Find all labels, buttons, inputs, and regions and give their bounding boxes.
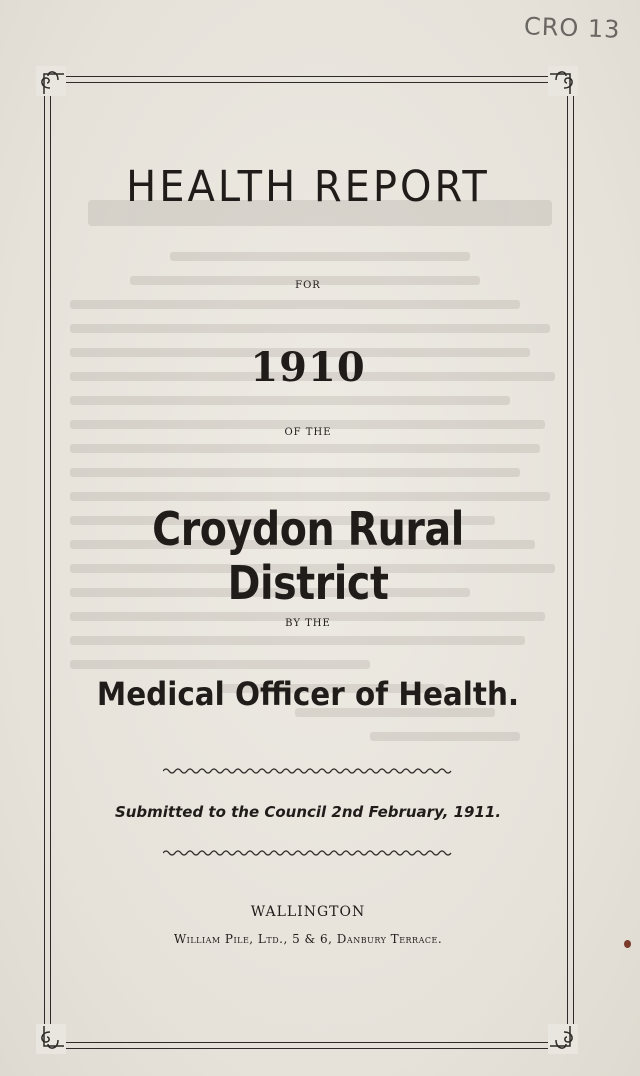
by-the-label: BY THE <box>285 618 331 629</box>
district-name: Croydon Rural District <box>152 502 464 610</box>
printer-imprint: William Pile, Ltd., 5 & 6, Danbury Terrace. <box>173 932 443 946</box>
corner-ornament-icon <box>36 66 66 96</box>
paper-mark <box>624 940 631 948</box>
publication-place: WALLINGTON <box>250 904 366 920</box>
wavy-rule-divider <box>50 766 566 776</box>
corner-ornament-icon <box>36 1024 66 1054</box>
submission-note: Submitted to the Council 2nd February, 1911. <box>114 803 502 821</box>
author-title: Medical Officer of Health. <box>96 675 520 713</box>
wavy-rule-divider <box>50 848 566 858</box>
of-the-label: OF THE <box>284 427 332 438</box>
report-title: HEALTH REPORT <box>126 162 490 212</box>
corner-ornament-icon <box>548 1024 578 1054</box>
corner-ornament-icon <box>548 66 578 96</box>
for-label: FOR <box>295 280 321 291</box>
report-year: 1910 <box>250 344 366 391</box>
archive-catalog-mark: CRO 13 <box>523 12 621 44</box>
